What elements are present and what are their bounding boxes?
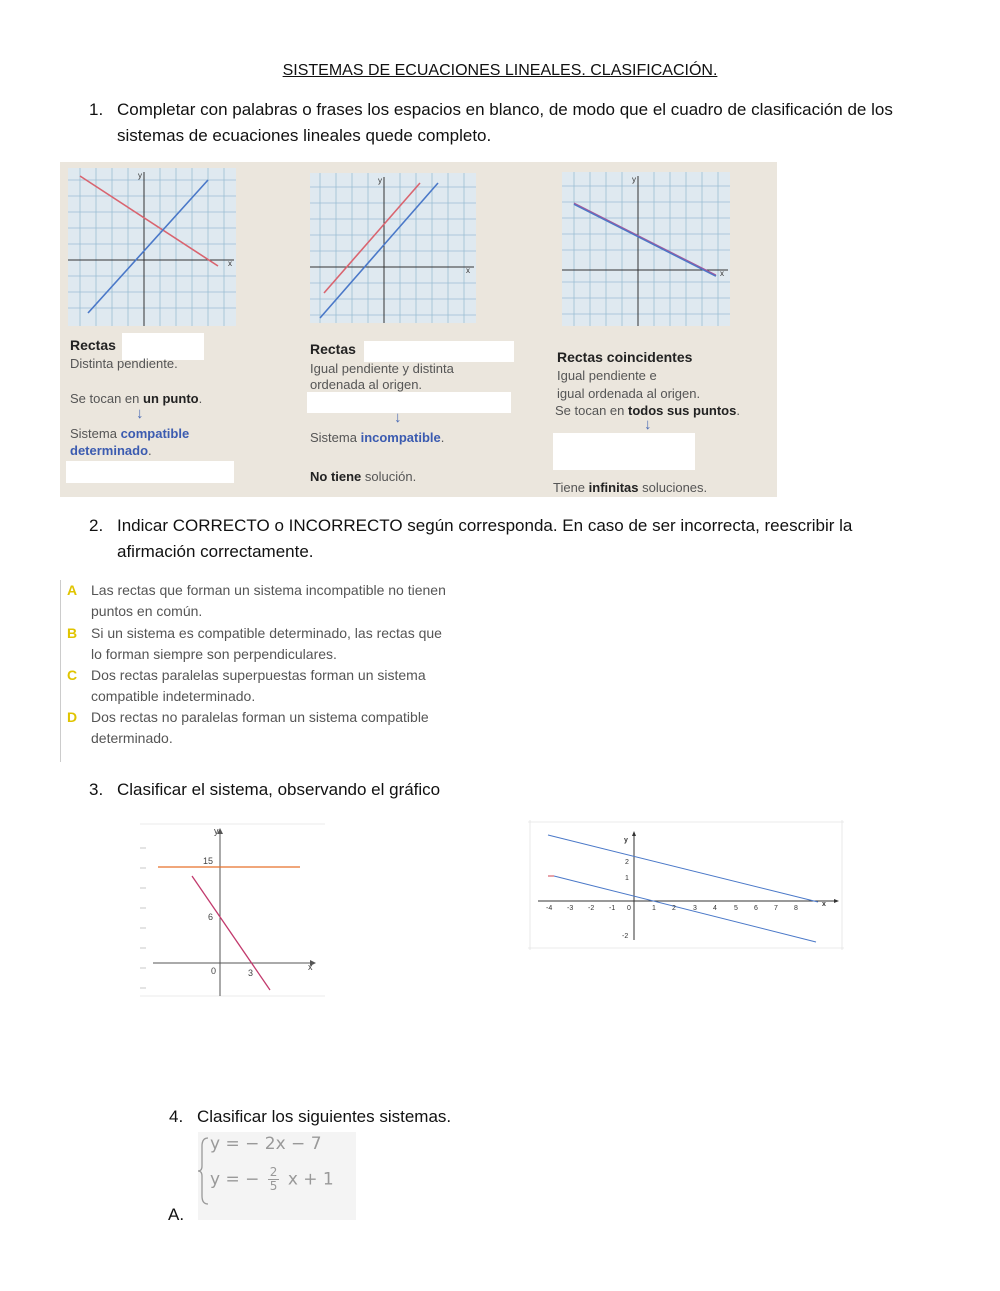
svg-text:x: x	[720, 269, 724, 278]
question-3	[89, 777, 717, 803]
statement-b: B Si un sistema es compatible determinado, las rectas que lo forman siempre son perpendiculares.	[67, 625, 442, 662]
statement-d: D Dos rectas no paralelas forman un sistema compatible determinado.	[67, 709, 429, 746]
tick-label: 3	[693, 905, 697, 912]
tick-label: 5	[734, 905, 738, 912]
col3-line: igual ordenada al origen.	[557, 386, 701, 401]
fraction: $\frac{2}{5}$	[269, 1165, 278, 1193]
col2-line: ordenada al origen.	[310, 377, 423, 392]
blank-box	[66, 461, 234, 483]
col2-solution: No tiene solución.	[310, 469, 417, 484]
tick-label: -2	[622, 933, 629, 940]
y-axis-label: y	[624, 837, 628, 844]
graph-parallel-lines	[310, 173, 476, 323]
col1-system: Sistema compatible	[70, 426, 190, 441]
svg-text:y: y	[138, 171, 142, 180]
question-text: Indicar CORRECTO o INCORRECTO según corresponda. En caso de ser incorrecta, reescribir la	[117, 516, 853, 535]
tick-label: 2	[625, 859, 629, 866]
tick-label: 6	[754, 905, 758, 912]
svg-text:x: x	[466, 266, 470, 275]
tick-label: 2	[672, 905, 676, 912]
graph-coincident-lines	[562, 172, 730, 326]
svg-text:y: y	[378, 176, 382, 185]
arrow-icon: ↓	[644, 416, 652, 433]
tick-label: -1	[609, 905, 616, 912]
tick-label: 0	[627, 905, 631, 912]
col2-system: Sistema incompatible.	[310, 430, 445, 445]
question-text: afirmación correctamente.	[117, 542, 314, 561]
tick-label: 15	[203, 856, 214, 866]
y-axis-label: y	[214, 826, 219, 836]
tick-label: 6	[208, 912, 214, 922]
question-4	[169, 1104, 797, 1130]
question-text: sistemas de ecuaciones lineales quede completo.	[117, 126, 492, 145]
question-number: 1.	[89, 100, 104, 119]
col2-heading: Rectas	[310, 341, 356, 357]
graph-secant-lines	[68, 168, 236, 326]
question-1	[89, 97, 977, 149]
tick-label: 1	[625, 875, 629, 882]
tick-label: 8	[794, 905, 798, 912]
tick-label: -4	[546, 905, 553, 912]
graph-exercise-3b	[528, 820, 844, 950]
col1-line: Distinta pendiente.	[70, 356, 178, 371]
col1-system-2: determinado.	[70, 443, 152, 458]
classification-photo	[60, 162, 777, 497]
col1-heading: Rectas	[70, 337, 116, 353]
page-title: SISTEMAS DE ECUACIONES LINEALES. CLASIFICACIÓN.	[282, 62, 718, 79]
svg-text:x: x	[228, 259, 232, 268]
tick-label: 7	[774, 905, 778, 912]
blank-box	[553, 433, 695, 470]
tick-label: -3	[567, 905, 574, 912]
question-text: Clasificar el sistema, observando el gráfico	[117, 780, 441, 799]
tick-label: -2	[588, 905, 595, 912]
col3-solution: Tiene infinitas soluciones.	[553, 480, 708, 495]
question-text: Completar con palabras o frases los espacios en blanco, de modo que el cuadro de clasificación de los	[117, 100, 893, 119]
blank-box	[307, 392, 511, 413]
x-axis-label: x	[822, 901, 826, 908]
equation-2: y = − $\frac{2}{5}$ x + 1	[210, 1165, 334, 1193]
equation-1: y = − 2x − 7	[210, 1134, 322, 1154]
question-2	[89, 513, 977, 565]
tick-label: 0	[211, 966, 217, 976]
system-a	[198, 1132, 356, 1220]
col2-line: Igual pendiente y distinta	[310, 361, 454, 376]
arrow-icon: ↓	[394, 409, 402, 426]
statements-list	[60, 580, 491, 762]
statement-a: A Las rectas que forman un sistema incompatible no tienen puntos en común.	[67, 582, 446, 619]
brace-icon	[198, 1136, 210, 1206]
arrow-icon: ↓	[136, 405, 144, 422]
question-text: Clasificar los siguientes sistemas.	[197, 1107, 452, 1126]
col3-heading: Rectas coincidentes	[557, 349, 693, 365]
svg-text:y: y	[632, 175, 636, 184]
col3-line: Igual pendiente e	[557, 368, 657, 383]
system-a-label: A.	[168, 1205, 185, 1224]
question-number: 2.	[89, 516, 104, 535]
statement-c: C Dos rectas paralelas superpuestas forman un sistema compatible indeterminado.	[67, 667, 426, 704]
question-number: 3.	[89, 780, 104, 799]
tick-label: 3	[248, 968, 254, 978]
x-axis-label: x	[308, 962, 313, 972]
tick-label: 1	[652, 905, 656, 912]
graph-exercise-3a	[140, 818, 325, 998]
col3-touch: Se tocan en todos sus puntos.	[555, 403, 740, 418]
question-number: 4.	[169, 1107, 184, 1126]
col1-touch: Se tocan en un punto.	[70, 391, 203, 406]
tick-label: 4	[713, 905, 717, 912]
blank-box	[364, 341, 514, 362]
